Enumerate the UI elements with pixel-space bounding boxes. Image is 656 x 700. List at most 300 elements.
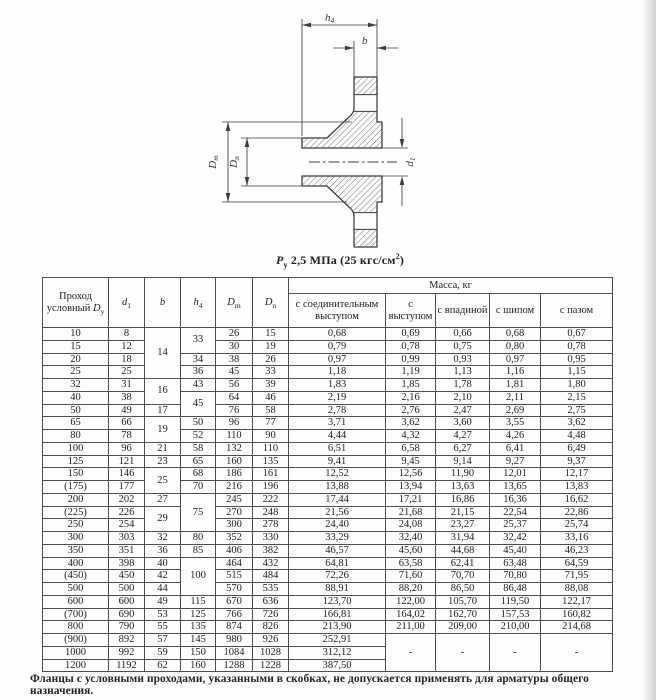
table-cell: 254 bbox=[109, 519, 145, 532]
table-cell: 17,44 bbox=[289, 493, 386, 506]
table-cell: 25 bbox=[109, 366, 145, 379]
table-cell: 13,88 bbox=[289, 481, 386, 494]
flange-drawing-area bbox=[85, 4, 435, 254]
table-cell: 252,91 bbox=[289, 634, 386, 647]
table-cell: 3,55 bbox=[490, 417, 541, 430]
table-cell: 50 bbox=[43, 404, 109, 417]
table-cell: 1,15 bbox=[541, 366, 613, 379]
flange-lower-section bbox=[302, 176, 382, 247]
table-cell: 1028 bbox=[253, 646, 289, 659]
table-cell: 43 bbox=[181, 379, 216, 392]
table-cell: 122,00 bbox=[386, 595, 436, 608]
table-cell: 1288 bbox=[216, 659, 253, 672]
pressure-symbol: P bbox=[275, 253, 284, 267]
table-row bbox=[43, 468, 613, 481]
table-cell: 58 bbox=[253, 404, 289, 417]
table-cell: 2,15 bbox=[541, 391, 613, 404]
table-cell: 4,32 bbox=[386, 430, 436, 443]
table-cell: 36 bbox=[145, 544, 181, 557]
table-cell: 56 bbox=[216, 379, 253, 392]
table-row bbox=[43, 430, 613, 443]
table-cell: 150 bbox=[181, 646, 216, 659]
table-cell: 6,41 bbox=[490, 442, 541, 455]
table-cell: 52 bbox=[181, 430, 216, 443]
table-cell: 36 bbox=[181, 366, 216, 379]
table-cell: 351 bbox=[109, 544, 145, 557]
table-cell: 9,45 bbox=[386, 455, 436, 468]
table-cell: 32,42 bbox=[490, 532, 541, 545]
table-cell: 0,68 bbox=[490, 328, 541, 341]
table-cell: 27 bbox=[145, 493, 181, 506]
table-cell: 100 bbox=[181, 557, 216, 595]
table-cell: 53 bbox=[145, 608, 181, 621]
col-header-mass-groove: с пазом bbox=[541, 294, 613, 328]
table-cell: 32 bbox=[145, 532, 181, 545]
table-row bbox=[43, 481, 613, 494]
table-cell: 123,70 bbox=[289, 595, 386, 608]
table-cell: 80 bbox=[43, 430, 109, 443]
table-cell: 248 bbox=[253, 506, 289, 519]
col-header-d1: $d_1$ bbox=[109, 278, 145, 328]
table-cell: 80 bbox=[181, 532, 216, 545]
table-cell: 9,41 bbox=[289, 455, 386, 468]
table-cell: 57 bbox=[145, 634, 181, 647]
table-cell: 135 bbox=[181, 621, 216, 634]
table-cell: 1,19 bbox=[386, 366, 436, 379]
table-cell: - bbox=[541, 634, 613, 672]
table-row bbox=[43, 417, 613, 430]
dim-label-b: b bbox=[362, 35, 368, 47]
table-cell: 12,52 bbox=[289, 468, 386, 481]
table-cell: 992 bbox=[109, 646, 145, 659]
table-cell: 0,93 bbox=[436, 353, 490, 366]
table-cell: (450) bbox=[43, 570, 109, 583]
table-cell: 2,10 bbox=[436, 391, 490, 404]
table-row bbox=[43, 442, 613, 455]
table-cell: 12,17 bbox=[541, 468, 613, 481]
table-row bbox=[43, 455, 613, 468]
table-cell: 135 bbox=[253, 455, 289, 468]
table-cell: 352 bbox=[216, 532, 253, 545]
table-cell: 213,90 bbox=[289, 621, 386, 634]
table-cell: 39 bbox=[253, 379, 289, 392]
table-cell: 2,76 bbox=[386, 404, 436, 417]
table-cell: 70,70 bbox=[436, 570, 490, 583]
table-cell: 16,62 bbox=[541, 493, 613, 506]
table-cell: 0,97 bbox=[490, 353, 541, 366]
table-cell: 21,15 bbox=[436, 506, 490, 519]
flange-upper-section bbox=[302, 77, 382, 148]
table-cell: 65 bbox=[181, 455, 216, 468]
table-cell: 55 bbox=[145, 621, 181, 634]
table-cell: 58 bbox=[181, 442, 216, 455]
table-cell: 166,81 bbox=[289, 608, 386, 621]
table-cell: 1192 bbox=[109, 659, 145, 672]
table-cell: 8 bbox=[109, 328, 145, 341]
table-cell: 636 bbox=[253, 595, 289, 608]
table-cell: 77 bbox=[253, 417, 289, 430]
dim-label-dn: Dn bbox=[228, 156, 241, 168]
table-cell: 70,80 bbox=[490, 570, 541, 583]
table-cell: 13,63 bbox=[436, 481, 490, 494]
table-cell: 387,50 bbox=[289, 659, 386, 672]
table-cell: 11,90 bbox=[436, 468, 490, 481]
table-cell: 25 bbox=[145, 468, 181, 494]
col-header-mass-group: Масса, кг bbox=[289, 278, 613, 294]
table-cell: 826 bbox=[253, 621, 289, 634]
table-cell: 2,19 bbox=[289, 391, 386, 404]
table-cell: 31,94 bbox=[436, 532, 490, 545]
table-cell: 38 bbox=[216, 353, 253, 366]
col-header-h4: $h_4$ bbox=[181, 278, 216, 328]
table-cell: 32 bbox=[43, 379, 109, 392]
table-cell: 4,26 bbox=[490, 430, 541, 443]
table-cell: 6,51 bbox=[289, 442, 386, 455]
col-header-mass-collar: с выступом bbox=[386, 294, 436, 328]
dim-label-h4: h4 bbox=[325, 12, 335, 25]
table-cell: 2,47 bbox=[436, 404, 490, 417]
table-cell: 64 bbox=[216, 391, 253, 404]
table-cell: 484 bbox=[253, 570, 289, 583]
table-cell: 64,59 bbox=[541, 557, 613, 570]
table-cell: 132 bbox=[216, 442, 253, 455]
table-cell: - bbox=[436, 634, 490, 672]
table-cell: 88,91 bbox=[289, 583, 386, 596]
table-cell: 270 bbox=[216, 506, 253, 519]
table-cell: 222 bbox=[253, 493, 289, 506]
table-cell: 122,17 bbox=[541, 595, 613, 608]
table-cell: 150 bbox=[43, 468, 109, 481]
table-cell: 42 bbox=[145, 570, 181, 583]
table-cell: 0,99 bbox=[386, 353, 436, 366]
table-cell: 9,27 bbox=[490, 455, 541, 468]
table-cell: 26 bbox=[216, 328, 253, 341]
table-cell: 0,95 bbox=[541, 353, 613, 366]
table-cell: 670 bbox=[216, 595, 253, 608]
table-cell: (900) bbox=[43, 634, 109, 647]
table-cell: 88,20 bbox=[386, 583, 436, 596]
table-cell: 19 bbox=[253, 340, 289, 353]
table-cell: 6,58 bbox=[386, 442, 436, 455]
table-cell: 44 bbox=[145, 583, 181, 596]
col-header-mass-joint-collar: с соединительным выступом bbox=[289, 294, 386, 328]
table-cell: 160 bbox=[216, 455, 253, 468]
table-body bbox=[43, 328, 613, 672]
col-header-dn: $D_n$ bbox=[253, 278, 289, 328]
table-cell: 13,94 bbox=[386, 481, 436, 494]
table-cell: 177 bbox=[109, 481, 145, 494]
table-cell: - bbox=[386, 634, 436, 672]
table-cell: 25,74 bbox=[541, 519, 613, 532]
table-cell: 75 bbox=[181, 493, 216, 531]
table-cell: 34 bbox=[181, 353, 216, 366]
table-cell: 46 bbox=[253, 391, 289, 404]
table-cell: 766 bbox=[216, 608, 253, 621]
table-cell: 0,75 bbox=[436, 340, 490, 353]
table-cell: 980 bbox=[216, 634, 253, 647]
pressure-caption: $P_у$ 2,5 МПа (25 кгс/$см^2$) bbox=[275, 252, 405, 270]
table-cell: 18 bbox=[109, 353, 145, 366]
table-row bbox=[43, 532, 613, 545]
table-row bbox=[43, 621, 613, 634]
table-cell: 33 bbox=[181, 328, 216, 354]
table-cell: 46,57 bbox=[289, 544, 386, 557]
table-cell: 96 bbox=[216, 417, 253, 430]
table-cell: 66 bbox=[109, 417, 145, 430]
table-cell: 2,11 bbox=[490, 391, 541, 404]
table-cell: 24,08 bbox=[386, 519, 436, 532]
table-cell: 13,65 bbox=[490, 481, 541, 494]
table-cell: 119,50 bbox=[490, 595, 541, 608]
table-cell: 432 bbox=[253, 557, 289, 570]
table-cell: 1,83 bbox=[289, 379, 386, 392]
table-cell: 600 bbox=[43, 595, 109, 608]
table-row bbox=[43, 404, 613, 417]
table-cell: 16,86 bbox=[436, 493, 490, 506]
table-cell: 157,53 bbox=[490, 608, 541, 621]
table-cell: 161 bbox=[253, 468, 289, 481]
table-cell: 926 bbox=[253, 634, 289, 647]
table-cell: 86,50 bbox=[436, 583, 490, 596]
table-cell: 23 bbox=[145, 455, 181, 468]
table-cell: 16,36 bbox=[490, 493, 541, 506]
table-cell: 13,83 bbox=[541, 481, 613, 494]
table-cell: 125 bbox=[181, 608, 216, 621]
table-cell: 40 bbox=[43, 391, 109, 404]
col-header-dy: Проход условный $D_у$ bbox=[43, 278, 109, 328]
table-cell: 1,81 bbox=[490, 379, 541, 392]
table-cell: 162,70 bbox=[436, 608, 490, 621]
table-cell: 1,18 bbox=[289, 366, 386, 379]
table-cell: 40 bbox=[145, 557, 181, 570]
table-cell: 250 bbox=[43, 519, 109, 532]
table-row bbox=[43, 570, 613, 583]
table-cell: 62,41 bbox=[436, 557, 490, 570]
table-cell: 1,85 bbox=[386, 379, 436, 392]
table-cell: 1,78 bbox=[436, 379, 490, 392]
table-row bbox=[43, 583, 613, 596]
table-cell: 800 bbox=[43, 621, 109, 634]
table-cell: 1,80 bbox=[541, 379, 613, 392]
table-cell: 15 bbox=[43, 340, 109, 353]
table-row bbox=[43, 506, 613, 519]
col-header-b: b bbox=[145, 278, 181, 328]
table-cell: - bbox=[490, 634, 541, 672]
table-cell: 2,75 bbox=[541, 404, 613, 417]
table-cell: 1,16 bbox=[490, 366, 541, 379]
table-cell: 382 bbox=[253, 544, 289, 557]
table-cell: 0,67 bbox=[541, 328, 613, 341]
dim-label-d1: d1 bbox=[404, 157, 417, 167]
table-cell: 0,78 bbox=[386, 340, 436, 353]
table-cell: 214,68 bbox=[541, 621, 613, 634]
table-cell: 85 bbox=[181, 544, 216, 557]
table-cell: 6,49 bbox=[541, 442, 613, 455]
table-cell: 105,70 bbox=[436, 595, 490, 608]
table-row bbox=[43, 544, 613, 557]
table-cell: 72,26 bbox=[289, 570, 386, 583]
table-cell: 4,27 bbox=[436, 430, 490, 443]
table-row bbox=[43, 595, 613, 608]
table-cell: 110 bbox=[253, 442, 289, 455]
table-cell: 278 bbox=[253, 519, 289, 532]
table-cell: 186 bbox=[216, 468, 253, 481]
table-cell: 211,00 bbox=[386, 621, 436, 634]
table-cell: 33 bbox=[253, 366, 289, 379]
table-cell: 500 bbox=[109, 583, 145, 596]
table-cell: 30 bbox=[216, 340, 253, 353]
table-cell: 88,08 bbox=[541, 583, 613, 596]
table-cell: (175) bbox=[43, 481, 109, 494]
table-cell: 1228 bbox=[253, 659, 289, 672]
table-cell: 790 bbox=[109, 621, 145, 634]
table-cell: 38 bbox=[109, 391, 145, 404]
table-row bbox=[43, 608, 613, 621]
table-cell: 45,60 bbox=[386, 544, 436, 557]
table-cell: 24,40 bbox=[289, 519, 386, 532]
table-cell: 19 bbox=[145, 417, 181, 443]
table-cell: 46,23 bbox=[541, 544, 613, 557]
table-cell: 600 bbox=[109, 595, 145, 608]
table-cell: 0,97 bbox=[289, 353, 386, 366]
table-cell: 1200 bbox=[43, 659, 109, 672]
table-cell: 210,00 bbox=[490, 621, 541, 634]
table-cell: 78 bbox=[109, 430, 145, 443]
table-cell: 0,80 bbox=[490, 340, 541, 353]
table-cell: 209,00 bbox=[436, 621, 490, 634]
footnote: Фланцы с условными проходами, указанными в скобках, не допускается применять для арматуры общего назначения. bbox=[30, 673, 589, 697]
table-cell: 16 bbox=[145, 379, 181, 405]
table-cell: 3,62 bbox=[386, 417, 436, 430]
table-cell: (700) bbox=[43, 608, 109, 621]
table-cell: 14 bbox=[145, 328, 181, 379]
table-cell: 4,48 bbox=[541, 430, 613, 443]
table-cell: 535 bbox=[253, 583, 289, 596]
table-cell: 90 bbox=[253, 430, 289, 443]
table-cell: 2,16 bbox=[386, 391, 436, 404]
table-cell: 2,69 bbox=[490, 404, 541, 417]
dim-label-dm: Dm bbox=[207, 155, 220, 169]
table-cell: 23,27 bbox=[436, 519, 490, 532]
table-cell: 29 bbox=[145, 506, 181, 532]
table-cell: 726 bbox=[253, 608, 289, 621]
table-cell: 17 bbox=[145, 404, 181, 417]
table-cell: 33,16 bbox=[541, 532, 613, 545]
table-cell: 500 bbox=[43, 583, 109, 596]
table-cell: 44,68 bbox=[436, 544, 490, 557]
table-cell: 0,69 bbox=[386, 328, 436, 341]
table-cell: 110 bbox=[216, 430, 253, 443]
table-cell: 406 bbox=[216, 544, 253, 557]
table-row bbox=[43, 379, 613, 392]
table-cell: 76 bbox=[216, 404, 253, 417]
table-cell: 21,56 bbox=[289, 506, 386, 519]
table-cell: 400 bbox=[43, 557, 109, 570]
table-row bbox=[43, 353, 613, 366]
table-cell: 330 bbox=[253, 532, 289, 545]
table-cell: 70 bbox=[181, 481, 216, 494]
col-header-mass-recess: с впадиной bbox=[436, 294, 490, 328]
table-cell: 33,29 bbox=[289, 532, 386, 545]
table-cell: 160,82 bbox=[541, 608, 613, 621]
table-cell: 160 bbox=[181, 659, 216, 672]
table-cell: 121 bbox=[109, 455, 145, 468]
table-cell: 12 bbox=[109, 340, 145, 353]
table-cell: 71,95 bbox=[541, 570, 613, 583]
table-cell: 303 bbox=[109, 532, 145, 545]
table-cell: 49 bbox=[145, 595, 181, 608]
table-row bbox=[43, 557, 613, 570]
table-cell: 96 bbox=[109, 442, 145, 455]
table-cell: 300 bbox=[216, 519, 253, 532]
table-cell: 45,40 bbox=[490, 544, 541, 557]
col-header-mass-tenon: с шипом bbox=[490, 294, 541, 328]
table-cell: 9,37 bbox=[541, 455, 613, 468]
table-row bbox=[43, 519, 613, 532]
table-cell: 59 bbox=[145, 646, 181, 659]
table-cell: 0,68 bbox=[289, 328, 386, 341]
table-row bbox=[43, 391, 613, 404]
table-cell: 32,40 bbox=[386, 532, 436, 545]
table-cell: 3,62 bbox=[541, 417, 613, 430]
table-cell: 49 bbox=[109, 404, 145, 417]
table-cell: 1000 bbox=[43, 646, 109, 659]
table-cell: 63,48 bbox=[490, 557, 541, 570]
table-cell: 86,48 bbox=[490, 583, 541, 596]
table-row bbox=[43, 340, 613, 353]
table-cell: 1,13 bbox=[436, 366, 490, 379]
table-cell: 350 bbox=[43, 544, 109, 557]
table-cell: 12,01 bbox=[490, 468, 541, 481]
table-cell: 22,54 bbox=[490, 506, 541, 519]
table-row bbox=[43, 366, 613, 379]
table-cell: 64,81 bbox=[289, 557, 386, 570]
table-cell: 25 bbox=[43, 366, 109, 379]
table-cell: 22,86 bbox=[541, 506, 613, 519]
table-cell: 45 bbox=[181, 391, 216, 417]
table-cell: 25,37 bbox=[490, 519, 541, 532]
table-cell: 146 bbox=[109, 468, 145, 481]
col-header-dm: $D_m$ bbox=[216, 278, 253, 328]
table-cell: 0,79 bbox=[289, 340, 386, 353]
table-cell: 71,60 bbox=[386, 570, 436, 583]
table-cell: 226 bbox=[109, 506, 145, 519]
table-cell: 0,66 bbox=[436, 328, 490, 341]
table-cell: 2,78 bbox=[289, 404, 386, 417]
table-cell: 12,56 bbox=[386, 468, 436, 481]
table-cell: 3,60 bbox=[436, 417, 490, 430]
flange-section-drawing bbox=[85, 4, 435, 254]
table-row bbox=[43, 493, 613, 506]
table-cell: 200 bbox=[43, 493, 109, 506]
flange-dimensions-table bbox=[42, 277, 613, 672]
table-cell: 20 bbox=[43, 353, 109, 366]
table-cell: 202 bbox=[109, 493, 145, 506]
table-cell: 62 bbox=[145, 659, 181, 672]
table-cell: 892 bbox=[109, 634, 145, 647]
table-cell: 21 bbox=[145, 442, 181, 455]
table-cell: 50 bbox=[181, 417, 216, 430]
table-cell: 100 bbox=[43, 442, 109, 455]
table-cell: 68 bbox=[181, 468, 216, 481]
table-cell: 45 bbox=[216, 366, 253, 379]
table-row bbox=[43, 634, 613, 647]
table-cell: 1084 bbox=[216, 646, 253, 659]
table-cell: 6,27 bbox=[436, 442, 490, 455]
table-cell: 245 bbox=[216, 493, 253, 506]
table-row bbox=[43, 328, 613, 341]
table-cell: 464 bbox=[216, 557, 253, 570]
